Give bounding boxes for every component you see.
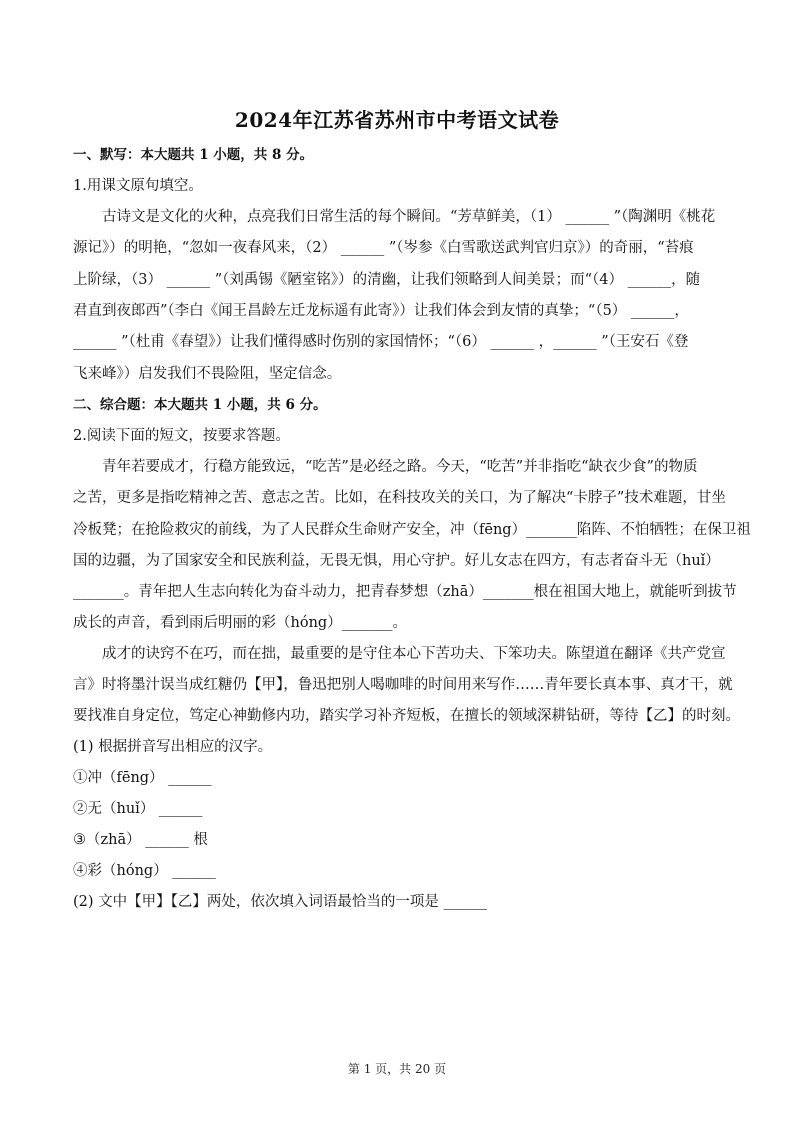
subquestion-item: ④彩（hóng） ______: [73, 863, 216, 879]
paragraph-line: 古诗文是文化的火种，点亮我们日常生活的每个瞬间。“芳草鲜美，（1） ______ ”（陶渊明《桃花: [73, 209, 716, 225]
subquestion-1: (1) 根据拼音写出相应的汉字。: [73, 739, 273, 755]
paragraph-line: 青年若要成才，行稳方能致远，“吃苦”是必经之路。今天，“吃苦”并非指吃“缺衣少食”的物质: [73, 459, 698, 475]
paragraph-line: _______。青年把人生志向转化为奋斗动力，把青春梦想（zhā）_______根在祖国大地上，就能听到拔节: [73, 584, 737, 600]
paragraph-line: 源记》）的明艳，“忽如一夜春风来，（2） ______ ”（岑参《白雪歌送武判官归京》）的奇丽，“苔痕: [73, 240, 694, 256]
page-title: 2024年江苏省苏州市中考语文试卷: [234, 108, 560, 132]
paragraph-line: 成才的诀窍不在巧，而在拙，最重要的是守住本心下苦功夫、下笨功夫。陈望道在翻译《共产党宣: [73, 646, 726, 662]
subquestion-item: ②无（huǐ） ______: [73, 801, 203, 817]
subquestion-2: (2) 文中【甲】【乙】两处，依次填入词语最恰当的一项是 ______: [73, 894, 488, 910]
subquestion-item: ③（zhā） ______ 根: [73, 832, 208, 848]
question-1-prompt: 1.用课文原句填空。: [73, 178, 203, 194]
subquestion-item: ①冲（fēng） ______: [73, 770, 212, 786]
paragraph-line: 之苦，更多是指吃精神之苦、意志之苦。比如，在科技攻关的关口，为了解决“卡脖子”技术难题，甘坐: [73, 490, 726, 506]
paragraph-line: 国的边疆，为了国家安全和民族利益，无畏无惧，用心守护。好儿女志在四方，有志者奋斗无（huǐ）: [73, 553, 720, 569]
paragraph-line: 飞来峰》）启发我们不畏险阻，坚定信念。: [73, 366, 342, 382]
paragraph-line: 冷板凳；在抢险救灾的前线，为了人民群众生命财产安全，冲（fēng）_______陷阵、不怕牺牲；在保卫祖: [73, 522, 751, 538]
section-heading-1: 一、默写：本大题共 1 小题，共 8 分。: [73, 147, 314, 163]
section-heading-2: 二、综合题：本大题共 1 小题，共 6 分。: [73, 397, 327, 413]
question-2-prompt: 2.阅读下面的短文，按要求答题。: [73, 428, 290, 444]
paragraph-line: 要找准自身定位，笃定心神勤修内功，踏实学习补齐短板，在擅长的领域深耕钻研，等待【乙】的时刻。: [73, 708, 740, 724]
paragraph-line: 言》时将墨汁误当成红糖仍【甲】，鲁迅把别人喝咖啡的时间用来写作……青年要长真本事、真才干，就: [73, 677, 733, 693]
paragraph-line: 成长的声音，看到雨后明丽的彩（hóng）_______。: [73, 615, 407, 631]
page-footer: 第 1 页，共 20 页: [347, 1062, 447, 1076]
paragraph-line: ______ ”（杜甫《春望》）让我们懂得感时伤别的家国情怀；“（6） ______ ，______ ”（王安石《登: [73, 334, 689, 350]
paragraph-line: 上阶绿，（3） ______ ”（刘禹锡《陋室铭》）的清幽，让我们领略到人间美景；而“（4） ______，随: [73, 272, 701, 288]
paragraph-line: 君直到夜郎西”（李白《闻王昌龄左迁龙标遥有此寄》）让我们体会到友情的真挚；“（5） ______，: [73, 303, 689, 319]
